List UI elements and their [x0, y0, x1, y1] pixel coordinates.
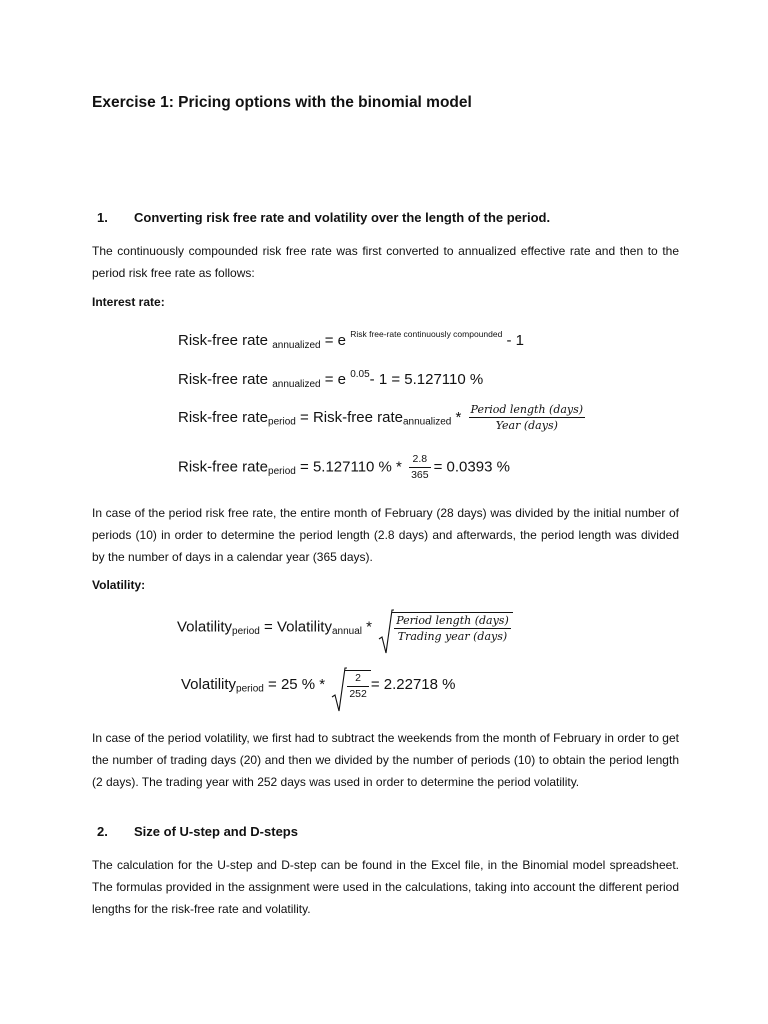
eq-subscript-2: annualized	[402, 416, 452, 428]
eq-equals: = e	[320, 332, 347, 349]
eq-multiply: *	[451, 409, 462, 426]
eq-subscript: period	[236, 683, 264, 695]
radical-sign-icon	[378, 609, 394, 655]
section-2-heading: Size of U-step and D-steps	[134, 824, 298, 839]
eq-subscript: period	[268, 465, 296, 477]
eq-subscript: annualized	[272, 379, 321, 390]
eq-lhs: Volatility	[177, 618, 233, 636]
equation-annualized-rate-value	[178, 370, 483, 390]
fraction	[469, 404, 586, 431]
document-title: Exercise 1: Pricing options with the binomial model	[92, 94, 472, 111]
interest-rate-label: Interest rate:	[92, 295, 165, 309]
eq-lhs: Risk-free rate	[178, 371, 269, 388]
eq-tail: - 1	[502, 332, 525, 349]
eq-lhs: Risk-free rate	[178, 332, 269, 349]
eq-multiply: *	[362, 618, 373, 636]
square-root	[378, 612, 513, 642]
eq-subscript: period	[232, 625, 260, 637]
eq-mid: = Risk-free rate	[295, 409, 403, 426]
eq-tail: = 2.22718 %	[370, 676, 456, 693]
fraction-denominator: Year (days)	[495, 419, 558, 432]
fraction-denominator: Trading year (days)	[397, 630, 508, 643]
volatility-label: Volatility:	[92, 578, 146, 592]
fraction-numerator: Period length (days)	[396, 614, 509, 627]
eq-subscript: annualized	[272, 340, 321, 351]
eq-mid: = 5.127110 % *	[295, 458, 402, 476]
radical-sign-icon	[331, 667, 347, 713]
equation-period-rate-formula	[178, 404, 588, 431]
eq-tail: = 0.0393 %	[433, 458, 510, 476]
eq-exponent: Risk free-rate continuously compounded	[350, 329, 503, 339]
section-1-heading: Converting risk free rate and volatility over the length of the period.	[134, 210, 551, 225]
eq-subscript: period	[268, 416, 296, 428]
fraction	[409, 454, 431, 480]
fraction-numerator: Period length (days)	[470, 403, 584, 416]
eq-lhs: Risk-free rate	[178, 458, 269, 476]
equation-annualized-rate-formula	[178, 330, 524, 351]
period-rate-explanation: In case of the period risk free rate, the entire month of February (28 days) was divided by the initial number of periods (10) in order to determine the period length (2.8 days) and afterwards, the period length was divided by the number of days in a calendar year (365 days).	[92, 506, 679, 564]
eq-exponent: 0.05	[350, 369, 370, 380]
eq-equals: = e	[320, 371, 347, 388]
fraction-denominator: 365	[411, 468, 429, 481]
eq-subscript-2: annual	[331, 625, 362, 637]
fraction-denominator: 252	[349, 687, 367, 700]
eq-mid: = Volatility	[259, 618, 332, 636]
period-volatility-explanation: In case of the period volatility, we first had to subtract the weekends from the month of February in order to get the number of trading days (20) and then we divided by the number of periods (10) to obtain the period length (2 days). The trading year with 252 days was used in order to determine the period volatility.	[92, 731, 679, 789]
square-root	[331, 670, 371, 699]
section-2-number: 2.	[97, 824, 108, 839]
fraction-numerator: 2.8	[409, 454, 431, 468]
eq-lhs: Risk-free rate	[178, 409, 269, 426]
section-2-paragraph: The calculation for the U-step and D-step can be found in the Excel file, in the Binomial model spreadsheet. The formulas provided in the assignment were used in the calculations, taking into account the different period lengths for the risk-free rate and volatility.	[92, 858, 679, 916]
equation-period-volatility-value	[181, 670, 456, 699]
equation-period-rate-value	[178, 454, 510, 480]
section-1-intro: The continuously compounded risk free rate was first converted to annualized effective rate and then to the period risk free rate as follows:	[92, 244, 679, 280]
fraction	[394, 615, 511, 642]
eq-tail: - 1 = 5.127110 %	[369, 371, 484, 388]
eq-mid: = 25 % *	[263, 676, 326, 693]
eq-lhs: Volatility	[181, 676, 237, 693]
equation-period-volatility-formula	[177, 612, 513, 642]
fraction	[347, 673, 369, 699]
fraction-numerator: 2	[347, 673, 369, 687]
section-1-number: 1.	[97, 210, 108, 225]
